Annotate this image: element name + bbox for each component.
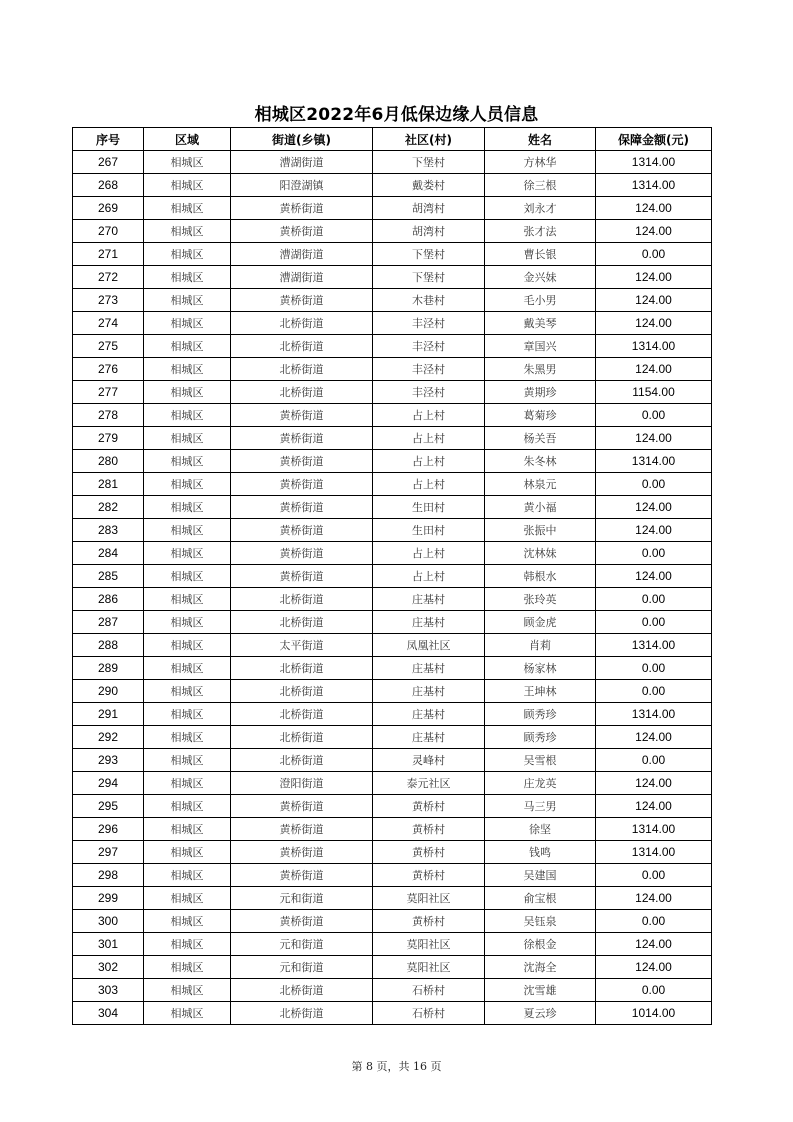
cell-amount: 0.00	[596, 657, 712, 680]
table-row	[73, 151, 712, 174]
table-row	[73, 703, 712, 726]
table-row	[73, 818, 712, 841]
cell-region: 相城区	[144, 312, 231, 335]
cell-name: 黄期珍	[485, 381, 596, 404]
cell-region: 相城区	[144, 611, 231, 634]
cell-amount: 0.00	[596, 910, 712, 933]
table-row	[73, 243, 712, 266]
cell-street: 元和街道	[231, 933, 373, 956]
cell-community: 庄基村	[373, 703, 485, 726]
cell-name: 葛菊珍	[485, 404, 596, 427]
cell-street: 漕湖街道	[231, 266, 373, 289]
cell-index: 270	[73, 220, 144, 243]
cell-region: 相城区	[144, 588, 231, 611]
cell-amount: 0.00	[596, 864, 712, 887]
cell-index: 278	[73, 404, 144, 427]
cell-street: 北桥街道	[231, 680, 373, 703]
cell-name: 杨关吾	[485, 427, 596, 450]
cell-street: 黄桥街道	[231, 542, 373, 565]
table-row	[73, 841, 712, 864]
cell-amount: 124.00	[596, 220, 712, 243]
cell-index: 286	[73, 588, 144, 611]
cell-name: 顾秀珍	[485, 726, 596, 749]
cell-street: 北桥街道	[231, 611, 373, 634]
table-row	[73, 404, 712, 427]
table-row	[73, 910, 712, 933]
table-row	[73, 1002, 712, 1025]
cell-community: 占上村	[373, 404, 485, 427]
cell-street: 北桥街道	[231, 726, 373, 749]
cell-street: 黄桥街道	[231, 404, 373, 427]
cell-community: 黄桥村	[373, 910, 485, 933]
cell-amount: 124.00	[596, 358, 712, 381]
cell-index: 303	[73, 979, 144, 1002]
cell-index: 296	[73, 818, 144, 841]
cell-index: 288	[73, 634, 144, 657]
cell-street: 黄桥街道	[231, 519, 373, 542]
cell-index: 282	[73, 496, 144, 519]
cell-name: 肖莉	[485, 634, 596, 657]
cell-index: 271	[73, 243, 144, 266]
table-row	[73, 933, 712, 956]
cell-region: 相城区	[144, 680, 231, 703]
cell-community: 庄基村	[373, 657, 485, 680]
cell-street: 北桥街道	[231, 979, 373, 1002]
cell-name: 毛小男	[485, 289, 596, 312]
cell-amount: 1314.00	[596, 151, 712, 174]
cell-community: 黄桥村	[373, 864, 485, 887]
cell-community: 丰泾村	[373, 358, 485, 381]
table-row	[73, 772, 712, 795]
cell-community: 木巷村	[373, 289, 485, 312]
cell-street: 北桥街道	[231, 358, 373, 381]
cell-amount: 124.00	[596, 289, 712, 312]
cell-region: 相城区	[144, 450, 231, 473]
cell-index: 297	[73, 841, 144, 864]
cell-street: 黄桥街道	[231, 450, 373, 473]
cell-region: 相城区	[144, 933, 231, 956]
cell-index: 277	[73, 381, 144, 404]
cell-street: 北桥街道	[231, 703, 373, 726]
cell-name: 马三男	[485, 795, 596, 818]
table-row	[73, 427, 712, 450]
cell-name: 钱鸣	[485, 841, 596, 864]
cell-community: 占上村	[373, 427, 485, 450]
cell-community: 丰泾村	[373, 312, 485, 335]
column-header-region: 区域	[144, 128, 231, 151]
cell-street: 北桥街道	[231, 1002, 373, 1025]
cell-index: 299	[73, 887, 144, 910]
cell-amount: 0.00	[596, 542, 712, 565]
cell-index: 284	[73, 542, 144, 565]
cell-region: 相城区	[144, 703, 231, 726]
table-row	[73, 542, 712, 565]
cell-index: 290	[73, 680, 144, 703]
cell-amount: 124.00	[596, 956, 712, 979]
column-header-name: 姓名	[485, 128, 596, 151]
cell-region: 相城区	[144, 496, 231, 519]
cell-region: 相城区	[144, 956, 231, 979]
cell-name: 吴建国	[485, 864, 596, 887]
cell-street: 黄桥街道	[231, 220, 373, 243]
cell-amount: 124.00	[596, 519, 712, 542]
cell-index: 269	[73, 197, 144, 220]
cell-index: 272	[73, 266, 144, 289]
cell-name: 韩根水	[485, 565, 596, 588]
column-header-community: 社区(村)	[373, 128, 485, 151]
table-row	[73, 266, 712, 289]
cell-index: 291	[73, 703, 144, 726]
cell-community: 下堡村	[373, 266, 485, 289]
cell-community: 庄基村	[373, 680, 485, 703]
cell-street: 北桥街道	[231, 657, 373, 680]
cell-amount: 124.00	[596, 266, 712, 289]
table-row	[73, 680, 712, 703]
cell-street: 元和街道	[231, 887, 373, 910]
table-row	[73, 473, 712, 496]
cell-name: 夏云珍	[485, 1002, 596, 1025]
cell-street: 黄桥街道	[231, 427, 373, 450]
table-row	[73, 358, 712, 381]
cell-index: 275	[73, 335, 144, 358]
table-body	[73, 151, 712, 1025]
cell-index: 300	[73, 910, 144, 933]
table-row	[73, 450, 712, 473]
table-row	[73, 197, 712, 220]
cell-community: 胡湾村	[373, 220, 485, 243]
cell-community: 庄基村	[373, 588, 485, 611]
cell-amount: 124.00	[596, 933, 712, 956]
cell-index: 281	[73, 473, 144, 496]
column-header-amount: 保障金额(元)	[596, 128, 712, 151]
table-row	[73, 519, 712, 542]
cell-street: 北桥街道	[231, 749, 373, 772]
cell-community: 丰泾村	[373, 381, 485, 404]
cell-name: 张玲英	[485, 588, 596, 611]
cell-community: 下堡村	[373, 243, 485, 266]
cell-community: 黄桥村	[373, 795, 485, 818]
cell-amount: 0.00	[596, 979, 712, 1002]
cell-name: 俞宝根	[485, 887, 596, 910]
cell-index: 283	[73, 519, 144, 542]
cell-name: 徐三根	[485, 174, 596, 197]
cell-community: 占上村	[373, 542, 485, 565]
cell-region: 相城区	[144, 1002, 231, 1025]
document-title: 相城区2022年6月低保边缘人员信息	[254, 105, 539, 125]
cell-amount: 124.00	[596, 427, 712, 450]
cell-street: 北桥街道	[231, 381, 373, 404]
cell-community: 占上村	[373, 450, 485, 473]
cell-amount: 0.00	[596, 473, 712, 496]
cell-amount: 124.00	[596, 772, 712, 795]
cell-region: 相城区	[144, 772, 231, 795]
info-table	[72, 127, 712, 1025]
cell-street: 黄桥街道	[231, 496, 373, 519]
cell-region: 相城区	[144, 818, 231, 841]
cell-index: 274	[73, 312, 144, 335]
cell-region: 相城区	[144, 243, 231, 266]
cell-amount: 124.00	[596, 726, 712, 749]
table-row	[73, 565, 712, 588]
cell-region: 相城区	[144, 519, 231, 542]
cell-name: 刘永才	[485, 197, 596, 220]
cell-region: 相城区	[144, 910, 231, 933]
cell-amount: 124.00	[596, 496, 712, 519]
cell-region: 相城区	[144, 887, 231, 910]
cell-region: 相城区	[144, 151, 231, 174]
cell-index: 304	[73, 1002, 144, 1025]
cell-name: 吴雪根	[485, 749, 596, 772]
cell-index: 294	[73, 772, 144, 795]
cell-street: 北桥街道	[231, 588, 373, 611]
table-row	[73, 657, 712, 680]
cell-index: 276	[73, 358, 144, 381]
cell-amount: 0.00	[596, 588, 712, 611]
cell-amount: 124.00	[596, 197, 712, 220]
cell-region: 相城区	[144, 795, 231, 818]
cell-index: 268	[73, 174, 144, 197]
table-row	[73, 588, 712, 611]
table-row	[73, 335, 712, 358]
cell-region: 相城区	[144, 749, 231, 772]
table-row	[73, 864, 712, 887]
cell-community: 黄桥村	[373, 818, 485, 841]
cell-amount: 0.00	[596, 611, 712, 634]
cell-community: 莫阳社区	[373, 887, 485, 910]
cell-name: 徐根金	[485, 933, 596, 956]
cell-community: 灵峰村	[373, 749, 485, 772]
table-row	[73, 496, 712, 519]
cell-region: 相城区	[144, 335, 231, 358]
cell-name: 王坤林	[485, 680, 596, 703]
cell-street: 黄桥街道	[231, 818, 373, 841]
cell-amount: 124.00	[596, 795, 712, 818]
cell-name: 曹长银	[485, 243, 596, 266]
cell-amount: 0.00	[596, 749, 712, 772]
cell-name: 张振中	[485, 519, 596, 542]
cell-community: 占上村	[373, 565, 485, 588]
cell-street: 北桥街道	[231, 312, 373, 335]
cell-index: 280	[73, 450, 144, 473]
cell-amount: 1154.00	[596, 381, 712, 404]
cell-name: 金兴妹	[485, 266, 596, 289]
cell-index: 279	[73, 427, 144, 450]
cell-region: 相城区	[144, 657, 231, 680]
cell-amount: 1314.00	[596, 174, 712, 197]
cell-region: 相城区	[144, 197, 231, 220]
cell-name: 沈雪雄	[485, 979, 596, 1002]
column-header-street: 街道(乡镇)	[231, 128, 373, 151]
cell-name: 朱黑男	[485, 358, 596, 381]
table-row	[73, 312, 712, 335]
cell-name: 黄小福	[485, 496, 596, 519]
cell-community: 黄桥村	[373, 841, 485, 864]
cell-region: 相城区	[144, 726, 231, 749]
table-row	[73, 887, 712, 910]
cell-amount: 124.00	[596, 565, 712, 588]
cell-community: 庄基村	[373, 611, 485, 634]
cell-region: 相城区	[144, 266, 231, 289]
cell-community: 莫阳社区	[373, 933, 485, 956]
cell-community: 胡湾村	[373, 197, 485, 220]
cell-community: 占上村	[373, 473, 485, 496]
cell-amount: 1014.00	[596, 1002, 712, 1025]
cell-name: 朱冬林	[485, 450, 596, 473]
cell-region: 相城区	[144, 174, 231, 197]
cell-community: 戴娄村	[373, 174, 485, 197]
cell-name: 徐坚	[485, 818, 596, 841]
table-row	[73, 634, 712, 657]
page-footer: 第 8 页，共 16 页	[351, 1060, 442, 1073]
cell-community: 下堡村	[373, 151, 485, 174]
cell-region: 相城区	[144, 841, 231, 864]
cell-index: 267	[73, 151, 144, 174]
cell-region: 相城区	[144, 381, 231, 404]
cell-community: 莫阳社区	[373, 956, 485, 979]
cell-street: 黄桥街道	[231, 910, 373, 933]
cell-street: 漕湖街道	[231, 243, 373, 266]
cell-community: 生田村	[373, 496, 485, 519]
cell-region: 相城区	[144, 864, 231, 887]
table-row	[73, 220, 712, 243]
cell-index: 295	[73, 795, 144, 818]
cell-community: 生田村	[373, 519, 485, 542]
cell-amount: 1314.00	[596, 818, 712, 841]
cell-street: 漕湖街道	[231, 151, 373, 174]
table-header-row	[73, 128, 712, 151]
cell-name: 戴美琴	[485, 312, 596, 335]
cell-community: 石桥村	[373, 1002, 485, 1025]
cell-region: 相城区	[144, 404, 231, 427]
table-row	[73, 611, 712, 634]
cell-community: 丰泾村	[373, 335, 485, 358]
cell-region: 相城区	[144, 542, 231, 565]
cell-index: 292	[73, 726, 144, 749]
table-row	[73, 289, 712, 312]
cell-amount: 1314.00	[596, 335, 712, 358]
cell-amount: 0.00	[596, 404, 712, 427]
cell-name: 杨家林	[485, 657, 596, 680]
cell-index: 285	[73, 565, 144, 588]
table-row	[73, 726, 712, 749]
cell-name: 吴钰泉	[485, 910, 596, 933]
cell-amount: 124.00	[596, 887, 712, 910]
cell-street: 澄阳街道	[231, 772, 373, 795]
table-row	[73, 795, 712, 818]
cell-index: 302	[73, 956, 144, 979]
cell-street: 黄桥街道	[231, 289, 373, 312]
cell-name: 方林华	[485, 151, 596, 174]
cell-name: 章国兴	[485, 335, 596, 358]
table-row	[73, 174, 712, 197]
cell-amount: 1314.00	[596, 450, 712, 473]
table-row	[73, 381, 712, 404]
cell-street: 元和街道	[231, 956, 373, 979]
cell-street: 黄桥街道	[231, 795, 373, 818]
cell-name: 庄龙英	[485, 772, 596, 795]
cell-region: 相城区	[144, 358, 231, 381]
cell-name: 顾秀珍	[485, 703, 596, 726]
cell-name: 沈林妹	[485, 542, 596, 565]
cell-region: 相城区	[144, 473, 231, 496]
cell-street: 北桥街道	[231, 335, 373, 358]
cell-region: 相城区	[144, 289, 231, 312]
cell-community: 庄基村	[373, 726, 485, 749]
cell-region: 相城区	[144, 220, 231, 243]
cell-street: 黄桥街道	[231, 565, 373, 588]
cell-index: 301	[73, 933, 144, 956]
cell-street: 阳澄湖镇	[231, 174, 373, 197]
table-row	[73, 749, 712, 772]
table-row	[73, 979, 712, 1002]
cell-name: 顾金虎	[485, 611, 596, 634]
cell-community: 泰元社区	[373, 772, 485, 795]
cell-region: 相城区	[144, 979, 231, 1002]
cell-index: 293	[73, 749, 144, 772]
cell-region: 相城区	[144, 565, 231, 588]
cell-index: 298	[73, 864, 144, 887]
cell-index: 289	[73, 657, 144, 680]
cell-index: 273	[73, 289, 144, 312]
cell-amount: 124.00	[596, 312, 712, 335]
cell-index: 287	[73, 611, 144, 634]
cell-amount: 1314.00	[596, 841, 712, 864]
column-header-index: 序号	[73, 128, 144, 151]
cell-street: 黄桥街道	[231, 197, 373, 220]
cell-street: 黄桥街道	[231, 864, 373, 887]
cell-amount: 0.00	[596, 680, 712, 703]
cell-street: 太平街道	[231, 634, 373, 657]
cell-amount: 0.00	[596, 243, 712, 266]
cell-community: 石桥村	[373, 979, 485, 1002]
cell-region: 相城区	[144, 634, 231, 657]
table-row	[73, 956, 712, 979]
cell-community: 凤凰社区	[373, 634, 485, 657]
cell-name: 张才法	[485, 220, 596, 243]
cell-amount: 1314.00	[596, 703, 712, 726]
cell-region: 相城区	[144, 427, 231, 450]
cell-name: 林泉元	[485, 473, 596, 496]
cell-street: 黄桥街道	[231, 473, 373, 496]
cell-street: 黄桥街道	[231, 841, 373, 864]
cell-amount: 1314.00	[596, 634, 712, 657]
cell-name: 沈海全	[485, 956, 596, 979]
